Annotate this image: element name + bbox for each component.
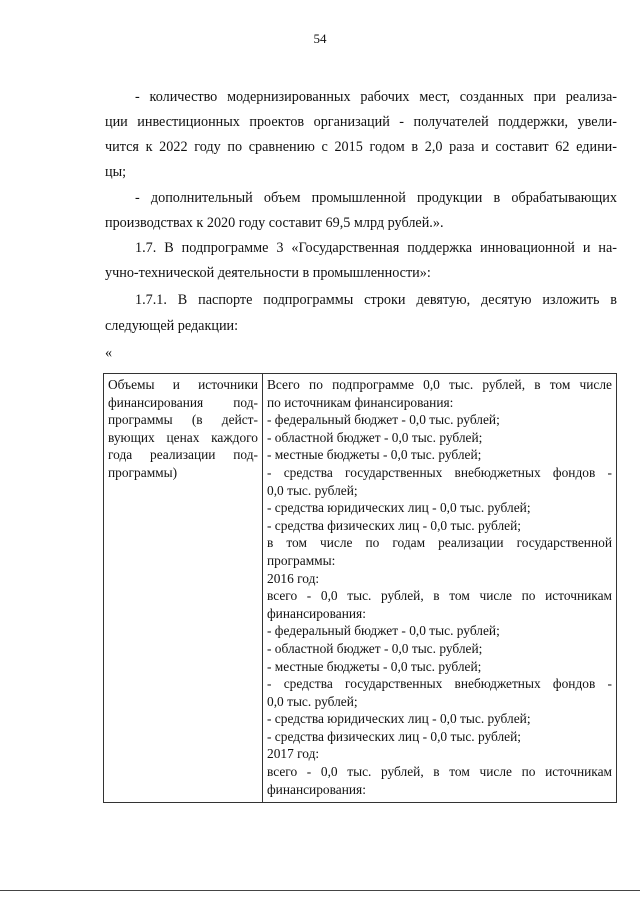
subprogram-passport-table: [103, 373, 617, 803]
text-line: 1.7.1. В паспорте подпрограммы строки девятую, десятую изложить в: [135, 292, 617, 308]
value-line: в том числе по годам реализации государственной: [267, 535, 612, 551]
text-line: - дополнительный объем промышленной продукции в обрабатывающих: [135, 190, 617, 206]
value-line: - федеральный бюджет - 0,0 тыс. рублей;: [267, 412, 500, 428]
value-line: 2016 год:: [267, 570, 320, 586]
text-line: 1.7. В подпрограмме 3 «Государственная поддержка инновационной и на-: [135, 240, 617, 256]
text-line: цы;: [105, 164, 127, 180]
table-row: [104, 374, 617, 803]
value-line: - средства государственных внебюджетных фондов -: [267, 676, 612, 692]
heading-line: года реализации под-: [108, 447, 258, 463]
value-line: - местные бюджеты - 0,0 тыс. рублей;: [267, 447, 482, 463]
row-heading-cell: [104, 374, 263, 803]
value-line: всего - 0,0 тыс. рублей, в том числе по источникам: [267, 764, 612, 780]
heading-line: финансирования под-: [108, 394, 258, 410]
heading-line: Объемы и источники: [108, 377, 258, 392]
text-line: - количество модернизированных рабочих мест, созданных при реализа-: [135, 89, 617, 105]
page-bottom-rule: [0, 890, 640, 891]
value-line: - областной бюджет - 0,0 тыс. рублей;: [267, 429, 483, 445]
value-line: - средства физических лиц - 0,0 тыс. рублей;: [267, 517, 521, 533]
value-line: - средства государственных внебюджетных фондов -: [267, 464, 612, 480]
value-line: - федеральный бюджет - 0,0 тыс. рублей;: [267, 623, 500, 639]
text-line: производствах к 2020 году составит 69,5 млрд рублей.».: [105, 215, 444, 231]
heading-line: программы): [108, 464, 178, 480]
heading-line: вующих ценах каждого: [108, 429, 258, 445]
value-line: всего - 0,0 тыс. рублей, в том числе по источникам: [267, 588, 612, 604]
value-line: 0,0 тыс. рублей;: [267, 693, 358, 709]
text-line: ции инвестиционных проектов организаций - получателей поддержки, увели-: [105, 114, 617, 130]
heading-line: программы (в дейст-: [108, 412, 258, 428]
value-line: программы:: [267, 552, 336, 568]
opening-quote: «: [105, 345, 113, 361]
value-line: - средства физических лиц - 0,0 тыс. рублей;: [267, 728, 521, 744]
text-line: чится к 2022 году по сравнению с 2015 годом в 2,0 раза и составит 62 едини-: [105, 139, 617, 155]
value-line: Всего по подпрограмме 0,0 тыс. рублей, в том числе: [267, 377, 612, 392]
value-line: финансирования:: [267, 605, 366, 621]
value-line: - средства юридических лиц - 0,0 тыс. рублей;: [267, 500, 531, 516]
value-line: по источникам финансирования:: [267, 394, 454, 410]
value-line: - областной бюджет - 0,0 тыс. рублей;: [267, 640, 483, 656]
page-number: 54: [313, 31, 327, 46]
value-line: финансирования:: [267, 781, 366, 797]
value-line: 2017 год:: [267, 746, 320, 762]
value-line: - средства юридических лиц - 0,0 тыс. рублей;: [267, 711, 531, 727]
value-line: - местные бюджеты - 0,0 тыс. рублей;: [267, 658, 482, 674]
text-line: учно-технической деятельности в промышленности»:: [105, 265, 431, 281]
row-value-cell: [263, 374, 617, 803]
text-line: следующей редакции:: [105, 318, 239, 334]
value-line: 0,0 тыс. рублей;: [267, 482, 358, 498]
